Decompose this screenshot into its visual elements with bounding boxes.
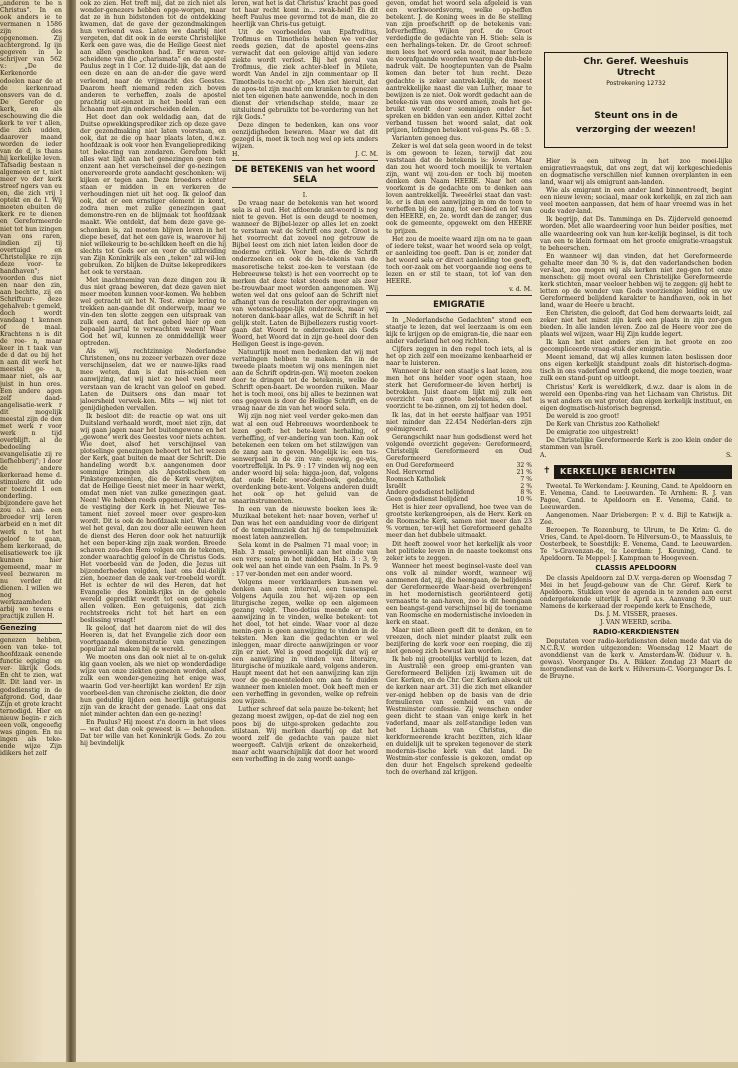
article-paragraph: Dit heeft zoowel voor het kerkelijk als voor het politieke leven in de naaste toekomst ons zeker iets te zeggen.	[386, 540, 532, 562]
article-paragraph: Ik heb mij grootelijks verblijd te lezen, dat in Australië een groep emi-granten van Gereformeerd Belijden (zij kwamen uit de Ger. Kerken, en de Chr. Ger. Kerken alsook uit de kerken naar art. 31) die zich met elkander ver-enigd hebben op de basis van de drie formulieren van eenheid en van de Westminster confessie. Zij wenschen onder geen dicht te staan van enige kerk in het vaderland, maar als zelf-standige leden van het Lichaam van Christus, die kerkformeerende kracht bezitten, zich klaar en duidelijk uit te spreken tegenover de sterk modernis-tische kerk van dat land. De Westmin-ster confessie is gekozen, omdat op den duur het Engelsch sprekend gedeelte toch de overhand zal krijgen.	[386, 656, 532, 777]
table-label: Roomsch Katholiek	[386, 475, 446, 483]
article-paragraph: De emigratie zoo uitgestrekt!	[546, 428, 639, 436]
column-3	[386, 0, 532, 1068]
notice-paragraph: Deputaten voor radio-kerkdiensten delen mede dat via de N.C.R.V. worden uitgezonden: Woensdag 12 Maart de avonddienst van de kerk v. Amsterdam-W. (biduur v. h. gewas). Voorganger Ds. A. Bikker. Zondag 23 Maart de morgendienst van de kerk v. Hilversum-C. Voorganger Ds. I. de Bruyne.	[540, 637, 732, 681]
article-paragraph: Wie als emigrant in een ander land binnentreedt, begint een nieuw leven; sociaal, maar ook kerkelijk, en zal zich aan veel moeten aanpassen, dat hem of haar vreemd was in het oude vader-land.	[540, 187, 732, 216]
banner-title: KERKELIJKE BERICHTEN	[560, 467, 676, 477]
section-title-genezing: Genezing	[0, 623, 62, 634]
article-paragraph: Luther schreef dat sela pauze be-tekent; het gezang moest zwijgen, op-dat de ziel nog een poos bij de uitge-sproken gedachte zou stilstaan. Wij merken daarbij op dat het woord zelf de gedachte van pauze niet weergeeft. Calvijn erkent de onzekerheid, maar acht waarschijnlijk dat door het woord een verheffing in de zang wordt aange-	[232, 706, 378, 763]
article-paragraph: Het is hier zeer opvallend, hoe twee van de grootste kerkengroepen, als de Herv. Kerk en de Roomsche Kerk, samen niet meer dan 23 % vormen, ter-wijl het Gereformeerd gehalte meer dan het dubbele uitmaakt.	[386, 504, 532, 540]
article-paragraph: Varianten genoeg dus.	[392, 134, 463, 142]
table-label: Geen godsdienst belijdend	[386, 496, 469, 504]
weeshuis-advertisement	[544, 52, 728, 148]
article-paragraph: geven, omdat het woord sela afgeleid is van een werkwoordsvorm, welke op-heffen betekent. J. de Koning wees in de 8e stelling van zijn proefschrift op de betekenis van: lofverheffing. Wijlen prof. de Groot verdedigde de gedachte van H. Stieb: sela is een herhalings-teken. Dr. de Groot schreef: men lees het woord sela nooit, maar herleze de voorafgaande woorden waarop de dub-bele nadruk valt. De hoogtepunten van de Psalm komen dan beter tot hun recht. Deze gedachte is zeker aantrek-kelijk, de meest aantrekkelijke naast die van Luther, maar te bewijzen is ze niet. Ook wordt gedacht aan de beteke-nis van ons woord amen, zoals het ge-bruikt wordt door sommigen onder het spreken en bidden van een ander. Kittel zocht verband tussen het woord salat, dat ook prijzen, lofzingen betekent vol-gens Ps. 68 : 5.	[386, 0, 532, 134]
classis-signature-1: Ds. J. M. VISSER, praeses.	[594, 610, 678, 618]
notice-paragraph: Aangenomen. Naar Driebergen: P. v. d. Bijl te Katwijk a. Zee.	[540, 512, 732, 527]
table-label: Andere godsdienst belijdend	[386, 489, 475, 497]
page-bottom-edge	[0, 1062, 738, 1068]
article-paragraph: Sela komt in de Psalmen 71 maal voor; in Hab. 3 maal; gewoonlijk aan het einde van een vers; soms in het midden, Hab. 3 : 3, 9; ook wel aan het einde van een Psalm. In Ps. 9 : 17 ver-bonden met een ander woord.	[232, 542, 378, 578]
table-value: 8 %	[520, 489, 532, 497]
article-paragraph: Gerangschikt naar hun godsdienst werd het volgende overzicht gegeven: Gereformeerd, Christelijk Gereformeerd en Oud Gereformeerd	[386, 433, 532, 462]
roman-numeral: I.	[302, 192, 308, 200]
table-label: Israëlt	[386, 482, 407, 490]
article-signature	[386, 286, 532, 293]
table-value: 7 %	[520, 475, 532, 483]
article-paragraph: In een van de nieuwste boeken lees ik: Muzikaal betekent het: naar boven, verhef u! Dan was het een aanduiding voor de dirigent of de tempelmuziek dat hij de tempelmuziek moest laten aanzwellen.	[232, 506, 378, 542]
article-paragraph: Wanneer ik hier een staatje s laat lezen, zou men het ons helder voor ogen staan, hoe sterk het Gereformeer-de leven herbrij is betrokken. Juist daar-om lijkt mij zulk een overzicht van groote betekenis, en het voorzicht te be-zinnen, om zij tot heden doel.	[386, 368, 532, 411]
page-gutter	[66, 0, 76, 1068]
article-paragraph: Ik geloof, dat het daarom niet de wil des Heeren is, dat het Evangelie zich door een voortgaande demonstratie van genezingen populair zal maken bij de wereld.	[80, 625, 226, 654]
signature-left: H.	[232, 150, 240, 158]
article-paragraph: En wanneer wij dan vinden, dat het Gereformeerde gehalte meer dan 30 % is, dat den vaderlandschen boden ver-laat, zoo mogen wij als kerken niet zeg-gen tot onze menschen: gij moet overal een Christelijke Gereformeerde kerk stichten, maar veeleer hebben wij te zeggen: gij hebt te letten op de wonder van Gods voorzienige leiding en uw Gereformeerd belijdend karakter te handhaven, ook in het land, waar de Heere u bracht.	[540, 252, 732, 309]
article-signature	[232, 151, 378, 158]
article-text: „anderen te be n Christus". In en ook anders ie te vermanen n 1586 zijn des opgenomen. Zij achtergrond. Ig ijn gegeven in le schrijver van 562 v.: „De de Kerkenorde odoelen naar de at de kerkenraad onsvers van de d. De Gerefor ge kerk, en als eschouwing die die kerk te ver t allen, die zich udden, daarover maand worden de ieder van de d, is thans hij kerkelijke leven. Tafsadig bestaan n algemeen er t, niet meer vo der kerk streef ngers van eu en, die zich vrij l optekt en de I. Wij moeten ebuiten de kerk re te dienen en Gereformeerde niet tot hun izingen van ons raren, indien zij tij overtuigd en Christelijke re zijn deze voor- te handhaven"; voorden dus niet en naar den zin, aan bechtte, zij en Schriftuur- deze gehalveb: t gemeld, doch wordt vandaag t kennen of de maal. Krachtens n is dit de roe- n, maar keer in t taak van de d dat ou bij het n aan dit werk het meestal ge- n, maar niet, als aar juist in hun ores. Een andere agen zelf daad- angelisatie-werk r dit mogelijk meestal zijn de den met werk r voor werk n tijd overblijft. al de bedoeling evangelisatie zij re liefhebberij"; l door de andere kerkeraad heme d. stimulere dit ude er toezicht 1 een onderling. bijzondere gave het zou o.l. aan- een broeder vrij leren arbeid en n met dit werk n tot het geloof te gaan, hem kerkeraad, de elisatiewerk toe ijk kunnen hier gemeend, maar m veel bezwaren m nu verder dit dienen. l willen we nog werkzaamheden arbij wo tevens e practijk zullen H.	[0, 0, 62, 621]
headline-emigratie: EMIGRATIE	[386, 300, 532, 313]
table-value: 32 %	[516, 461, 532, 469]
subheading-classis: CLASSIS APELDOORN	[595, 564, 677, 573]
notice-paragraph: De classis Apeldoorn zal D.V. verga-deren op Woensdag 7 Mei in het Jeugd-gebouw van de Chr. Geref. Kerk te Apeldoorn. Stukken voor de agenda in te zenden aan eerst ondergetekende uiterlijk 1 April a.s. Aanvang 9.30 uur. Namens de kerkeraad der roepende kerk te Enschede,	[540, 574, 732, 610]
ad-city: Utrecht	[616, 68, 656, 78]
religion-statistics-table	[386, 463, 532, 504]
article-paragraph: Wanneer het meest beginsel-vaste deel van ons volk al minder wordt, wanneer wij aanmenen dat, zij, die heengaan, de belijdenis der Gereformeerde Waar-heid overbrengen! in het modernistisch georiënteerd getij vernaastte te aan-haven, zoo is dit heengaan een beangst-gend verschijnsel bij de toename van Roomsche en modernistische invloeden in kerk en staat.	[386, 562, 532, 627]
column-1	[80, 0, 226, 1068]
article-paragraph: Ik kan het niet anders zien in het groote en zoo gecompliceerde vraag-stuk der emigratie.	[540, 339, 732, 354]
article-paragraph: De Christelijke Gereformeerde Kerk is zoo klein onder de stammen van Israël.	[540, 436, 732, 451]
article-paragraph: En Paulus? Hij moest z'n doorn in het vlees — wat dat dan ook geweest is — behouden. Dat ter wille van het Koninkrijk Gods. Zo zou hij bevindelijk	[80, 718, 226, 747]
article-paragraph: De Kerk van Christus zoo Katholiek!	[546, 420, 661, 428]
article-paragraph: Met inachtneming van deze dingen zou ik dus niet graag beweren, dat deze gaven niet meer moeten kunnen voor-komen. We hebben wel getracht uit het N. Test. enige lering te trekken aan-gaande dit onderwerp, maar we vin-den ten slotte zeggen een uitspraak van zulk een aard, dat het gebed hier op een bepaald jaartal te verwachten waren! Waar God het wil, kunnen ze onmiddellijk weer optreden.	[80, 276, 226, 348]
ad-slogan-line1: Steunt ons in de	[594, 111, 678, 122]
table-row	[386, 497, 532, 504]
article-paragraph: In „Nederlandsche Gedachten" stond een staatje te lezen, dat wel leerzaam is om een kijk te krijgen op de emigran-tie, die naar een ander vaderland het oog richten.	[386, 316, 532, 346]
article-paragraph: Wij zijn nog niet veel verder geko-men dan wat al een oud Hebreeuws woordenboek te lezen geeft: het bete-kent herhaling, of verheffing, of ver-andering van toon. Kan ook betekenen een teken om het stilzwijgen van de zang aan te geven. Mogelijk is: een tus-senwerpsel in de zin van: eeuwig, ge-wis, voortreffelijk. In Ps. 9 : 17 vinden wij nog een ander woord bij sela: higga-joon, dat, volgens dat oude Hebr. woor-denboek, gedachte, overdenking bete-kent. Volgens anderen duidt het ook op het geluid van de snaarinstrumenten.	[232, 413, 378, 506]
article-paragraph: Hier is een uitweg in het zoo moei-lijke emigratievraagstuk, dat ons zegt, dat wij kerkgeschiedenis en dogmatische verschillen niet kunnen overplanten in een land, waar wij als emigrant aan-landen.	[540, 158, 732, 187]
article-text: genezen hebben, oen van teke- tot hoofdzaak eenende functie egiging en ver- likrijk Gods. En cht te zien, wat lt. Dit land ver- in godsdienstig in de afgrond. God, daar Zijn et grote kracht ternodigd. Hier en nieuw begin- r zich een volk, ongeoefig was gingen. En nu ingen als teke- ende wijze Zijn idikers het zelf	[0, 637, 62, 757]
article-paragraph: Het zou de moeite waard zijn om na te gaan of iedere tekst, waar het woord sela op volgt, er aanleiding toe geeft. Dan is er, zonder dat het woord sela er direct aanleiding toe geeft, toch oor-zaak om het voorgaande nog eens te lezen en er stil te staan, tot lof van den HEERE.	[386, 235, 532, 285]
signature-right: J. C. M.	[355, 150, 378, 158]
table-value: 10 %	[516, 496, 532, 504]
table-row	[386, 477, 532, 484]
divider	[232, 160, 378, 161]
article-paragraph: Volgens meer verklaarders kun-nen we denken aan een interval, een tussenspel. Volgens Aquila zou het wij-zen op een liturgische zegen, welke op een algemeen gezang volgt. Theo-dotius meende er een aanwijzing in te vinden, welke betekent: tot het doel, tot het einde. Waar voor al deze menin-gen is geen aanwijzing te vinden in de teksten. Men kan die gedachten er wel inleggen, maar directe aanwijzingen er voor zijn er niet. Wel is goed mogelijk dat wij er een aanwijzing in vinden van literaire, liturgische of muzikale aard, volgens anderen. Haupt meent dat het een aanwijzing kan zijn voor de ge-meenteleden om aan te duiden wanneer men knielen moet. Ook heeft men er een verheffing in gevonden, welke op refrein zou wijzen.	[232, 578, 378, 706]
church-icon: ✝	[540, 465, 554, 479]
ad-slogan-line2: verzorging der weezen!	[575, 125, 697, 136]
article-paragraph: We moeten ons dan ook niet al te on-geluk kig gaan voelen, als we niet op wonderdadige wijze van onze ziekten genezen worden, alsof zulk een wonder-genezing het enige was, waarin God ver-heerlijkt kan worden! Er zijn voorbeel-den van chronische ziekten, die door hun geduldig lijden een heerlijk getuigenis zijn van de kracht der genade. Laat ons dat niet minder achten dan een ge-nezing!	[80, 654, 226, 718]
article-paragraph: Een Christen, die gelooft, dat God hem derwaarts leidt, zal zeker niet het minst zijn kerk een plaats in zijn zor-gen bieden. In alle landen leven. Zoo zal de Heere voor zee de plaats wel wijzen, waar Hij Zijn kudde legert.	[540, 310, 732, 339]
table-value: 2 %	[520, 482, 532, 490]
article-paragraph: Ik besloot dit: de reactie op wat ons uit Duitsland verhaald wordt, moet niet zijn, dat wij gaan jagen naar het buitengewone en het „gewone" werk des Geestes voor niets achten. Wie doet, alsof het verschijnsel van plotselinge genezingen behoort tot het wezen der Kerk, gaat buiten de maat der Schrift. Die handeling wordt b.v. aangenomen door sommige kringen als Apostolischen en Pinkstergemeenten, die de Kerk verwijten, dat de Heilige Geest niet meer in haar werkt, omdat men niet van zulke genezingen gaat. Neen! We hebben reeds opgemerkt, dat er na de vestiging der Kerk in het Nieuwe Tes-tament niet zoveel meer over gespro-ken wordt. Dit is ook de hoofdzaak niet. Ware dat wel het geval, dan zou door alle eeuwen heen de dienst des Heren door ook het natuurlijk het een beper-king zijn zaak worden. Breede schaven zou-den Hem volgen om de tekenen, zonder waarachtig geloof in de Christus Gods. Het voorbeeld van de Joden, die Jezus uit bijzonderheden volgden, laat ons dui-delijk zien, hoezeer dan de zaak ver-troebeld wordt. Het is echter de wil des Heren, dat het Evangelie des Konink-rijks in de gehele wereld gepredikt wordt tot een getuigenis allen volken. Een getuigenis, dat zich rechtstreeks richt tot het hart en een beslissing vraagt!	[80, 412, 226, 625]
column-2	[232, 0, 378, 1068]
article-paragraph: ook zo zien. Het treft mij, dat ze zich niet als wonder-genezers hebben opge-worpen, maar dat ze in hun bidstonden tot de ontdekking kwamen, dat de gave der gezondmakingen hun verleend was. Laten we daarbij niet vergeten, dat dit ook in de eerste Christelijke Kerk een gave was, die de Heilige Geest niet aan allen geschonken had. Er waren ver-scheidene van die „charismata" en de apostel Paulus zegt in 1 Cor. 12 duide-lijk, dat aan de een deze en aan de an-der die gave werd verleend, naar de vrijmacht des Geestes. Daarom heeft niemand reden zich boven anderen te verheffen, zoals de apostel prachtig uit-eenzet in het beeld van een lichaam met zijn onderscheiden delen.	[80, 0, 226, 113]
article-paragraph: De vraag naar de betekenis van het woord sela is al oud. Het afdoende ant-woord is nog niet te geven. Het is een deugd te noemen, wanneer de Bijbel-lezer op alles let en zoekt te verstaan wat de Schrift ons zegt. Groot is het voorrecht dat zoveel nog getrouw de Bijbel leest om zich niet laten leiden door de moderne critiek. Voor hen, die de Schrift onderzoeken en ook de be-tekenis van de masoretische tekst zoe-ken te verstaan (de Hebreeuwse tekst) is het een voorrecht op te merken dat deze tekst steeds meer als zeer be-trouwbaar moet worden aangenomen. Wij weten wel dat ons geloof aan de Schrift niet afhangt van de resultaten der opgravingen en van wetenschappe-lijk onderzoek, maar wij noteren dank-baar alles, wat de Schrift in het gelijk stelt. Laten de Bijbellezers rustig voort-gaan dat Woord te onderzoeken als Gods Woord, het Woord dat in zijn ge-heel door den Heiligen Geest is inge-geven.	[232, 200, 378, 349]
notice-paragraph: Tweetal. Te Werkendam: J. Keuning, Cand. te Apeldoorn en E. Venema, Cand. te Leeuwarden. Te Arnhem: R. J. van Pagee, Cand. te Apeldoorn en E. Venema, Cand. te Leeuwarden.	[540, 482, 732, 512]
article-paragraph: Cijfers zeggen in den regel toch iets, al is het op zich zelf een moeizame kenbaarheid er naar te luisteren.	[386, 346, 532, 368]
article-paragraph: Natuurlijk moet men bedenken dat wij met vertalingen hebben te maken. En in de tweede plaats moeten wij ons meningen niet aan de Schrift opdrin-gen. Wij moeten zoeken door te dringen tot de betekenis, welke de Schrift open-baart. De woorden ruiken. Maar het is toch mooi, ons bij alles te bezinnen wat ons gegeven is door de Heilige Schrift, en de vraag naar de zin van het woord sela.	[232, 349, 378, 413]
table-label: en Oud Gereformeerd	[386, 461, 454, 469]
article-paragraph: Ik las, dat in het eerste halfjaar van 1951 niet minder dan 22.454 Nederlan-ders zijn geëmigreerd.	[386, 411, 532, 433]
column-left-cropped	[0, 0, 62, 1068]
notice-paragraph: Beroepen. Te Rozenburg, te Ulrum, te De Krim: G. de Vries, Cand. te Apel-doorn. Te Hilversum-O., te Maassluis, te Oosterbeek, te Soestdijk: E. Venema, Cand. te Leeuwarden. Te 's-Gravenzan-de, te Leerdam: J. Keuning, Cand. te Apeldoorn. Te Meppel: J. Kampman te Hoogeveen.	[540, 527, 732, 563]
article-paragraph: Als wij, rechtzinnige Nederlandse Christenen, ons nu zozeer verbazen over deze verschijnselen, dat we er nauwe-lijks raad mee weten, dan is dat mis-schien een aanwijzing, dat wij niet zo heel veel meer verstaan van de kracht van geloof en gebed. Laten de Duitsers ons dan maar tot jaloersheid verwek-ken. Mits — wij niet tot genijdigheden vervallen.	[80, 348, 226, 412]
article-paragraph: Ik begrijp, dat Ds. Tamminga en Ds. Zijderveld genoemd worden. Met alle waardeering voor hun beider posities, met alle waardeering ook van hun ker-kelijk beginsel, is dit toch van een te klein formaat om het groote emigratie-vraagstuk te beheerschen.	[540, 216, 732, 252]
article-paragraph: Christus' Kerk is wereldkerk, d.w.z. daar is alom in de wereld een Openba-ring van het Lichaam van Christus. Dit is wat anders en wat groter, dan eigen kerkelijk instituut, en eigen dogmatisch-historisch begrensd.	[540, 383, 732, 412]
article-paragraph: De wereld is zoo groot!	[546, 412, 620, 420]
ad-title: Chr. Geref. Weeshuis	[583, 57, 689, 67]
headline-sela: DE BETEKENIS van het woord SELA	[232, 165, 378, 188]
signature-left: A.	[540, 451, 547, 459]
subheading-radio: RADIO-KERKDIENSTEN	[592, 627, 680, 636]
signature-right: S.	[726, 451, 732, 459]
article-signature	[540, 452, 732, 459]
signature-right: v. d. M.	[509, 285, 532, 293]
article-paragraph: Het doet dan ook weldadig aan, dat de Duitse opwekkingsprediker zich op deze gave der gezondmaking niet laten voorstaan, en ook, dat ze die op haar plaats laten, d.w.z. hoofdzaak is ook voor hen Evangelieprediking tot beke-ring van zondaren. Gerefom bekt alles wat lijdt aan het genezingen geen ten enzent aan het verscheinsel der ge-nezingen onervereerde grote aandacht geschonken: wij kijken er tegen aan. Deze broeders echter staan er midden in en verkeren de verhoudingen niet uit het oog. Ik geloof dan ook, dat er een ernstiger element in komt, zodra men met zulke genezingen gaat demonstre-ren en de blijmaak tot hoofdzaak maakt. Wie ontdekt, dat hem deze gave ge-schonken is, zal moeten blijven leven in het diepe besef, dat het een gave is, waarover hij niet willekeurig te be-schikken heeft en die hij slechts tot Gods eer en voor de uitbreiding van Zijn Koninkrijk als een „teken" zal wil-len gebruiken. Zo blijken de Duitse lekepredikers het ook te verstaan.	[80, 113, 226, 276]
ad-postal-account: Postrekening 12732	[606, 80, 666, 87]
article-paragraph: Deze dingen te bedenken, kan ons voor eenzijdigheden bewaren. Maar we dat dit gezegd is, moet ik toch nog wel op iets anders wijzen.	[232, 121, 378, 150]
classis-signature-2: J. VAN WEERD, scriba.	[600, 618, 672, 626]
article-paragraph: Zeker is wel dat sela geen woord in de tekst is om gewoon te lezen, terwijl dat zou vaststaan dat de betekenis is: loven. Maar dan zou het woord toch moeilijk te vertalen zijn, want wij zou-den er toch bij moeten denken den Naam HEERE. Naar het ons voorkomt is de gedachte om te denken aan loven aantrekkelijk. Tweeërlei staat dan vast: le. er is dan een aanwijzing in om de toon te verheffen bij de zang, tot eer-bied en lof van den HEERE, en, 2e. wordt dan de zanger, dus ook de gemeente, opgewekt om den HEERE te prijzen.	[386, 142, 532, 235]
divider	[386, 295, 532, 296]
kerkelijke-berichten-banner	[540, 465, 732, 479]
article-paragraph: Meent iemand, dat wij alles kunnen laten beslissen door ons eigen kerkelijk standpunt zoals dit historisch-dogma-tisch in ons vaderland wordt gekend, die moge toezien, waar zulk een stand-punt op uitloopt.	[540, 354, 732, 383]
article-paragraph: Maar niet alleen geeft dit te denken, en te vreezen, doch niet minder plaatst zulk een bezijfering de kerk voor een roeping, die zij niet genoeg zich bewust kan worden.	[386, 627, 532, 656]
table-label: Ned. Hervormd	[386, 468, 435, 476]
table-value: 21 %	[516, 468, 532, 476]
column-4	[540, 0, 732, 1068]
article-paragraph: leren, wat het is dat Christus' kracht pas goed tot haar recht komt in... zwak-heid! En dit heeft Paulus mee gevormd tot de man, die zo heerlijk van Chris-tus getuigt.	[232, 0, 378, 29]
article-paragraph: Uit de voorbeelden van Epafroditus, Trofimus en Timotheüs hebben we ver-der reeds gezien, dat de apostel geens-zins verwacht dat een gelovige altijd van iedere ziekte wordt verlost. Bij het geval van Trofimus, die ziek achter-bleef in Milete, wordt Van Andel in zijn commentaar op II Timotheüs te-recht op: „Men ziet hieruit, dat de apos-tel zijn macht om kranken te genezen niet ten eigenen bate aanwendde, noch in den dienst der vriendschap steldе, maar ze uitsluitend gebruikte tot be-vordering van het rijk Gods."	[232, 29, 378, 121]
